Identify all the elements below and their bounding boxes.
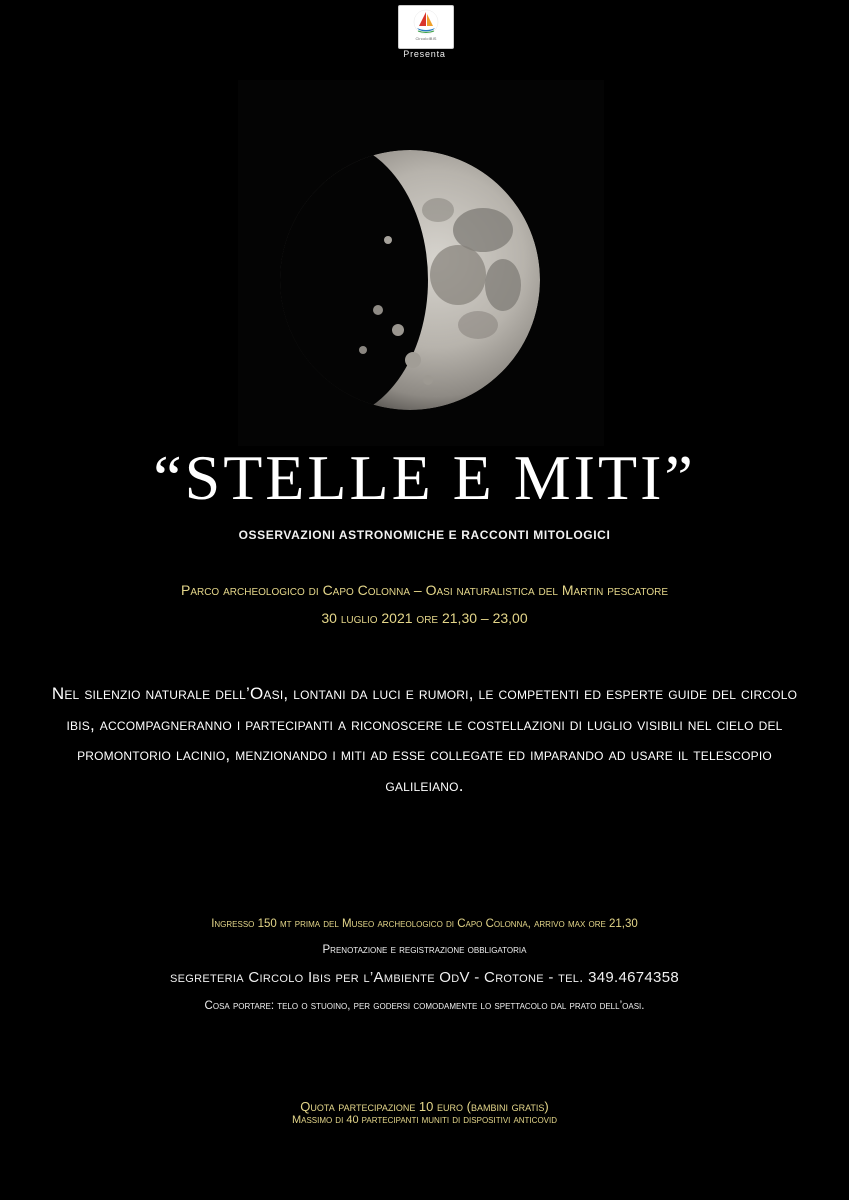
what-to-bring: Cosa portare: telo o stuoino, per godersi comodamente lo spettacolo dal prato dell’oasi. [204,1000,645,1012]
max-participants: Massimo di 40 partecipanti muniti di dispositivi anticovid [291,1114,558,1126]
logo-text: CircoloIBIS [415,36,437,41]
event-title: “STELLE E MITI” [153,442,696,513]
event-location: Parco archeologico di Capo Colonna – Oasi naturalistica del Martin pescatore [180,582,669,598]
event-date: 30 luglio 2021 ore 21,30 – 23,00 [321,610,528,626]
presenta-label: Presenta [403,49,446,59]
moon-image [238,80,604,446]
sailboat-icon [413,9,439,35]
event-subtitle: OSSERVAZIONI ASTRONOMICHE E RACCONTI MITOLOGICI [238,528,611,542]
entry-info: Ingresso 150 mt prima del Museo archeologico di Capo Colonna, arrivo max ore 21,30 [211,918,638,930]
circolo-ibis-logo [398,5,454,49]
booking-info: Prenotazione e registrazione obbligatoria [322,944,527,956]
moon-photo [238,80,604,446]
participation-fee: Quota partecipazione 10 euro (bambini gratis) [300,1099,549,1114]
event-description: Nel silenzio naturale dell’Oasi, lontani da luci e rumori, le competenti ed esperte guide del circolo ibis, accompagneranno i partecipanti a riconoscere le costellazioni di luglio visibili nel cielo del promontorio lacinio, menzionando i miti ad esse collegate ed imparando ad usare il telescopio galileiano. [51,684,798,795]
contact-info: segreteria Circolo Ibis per l’Ambiente OdV - Crotone - tel. 349.4674358 [170,969,679,986]
